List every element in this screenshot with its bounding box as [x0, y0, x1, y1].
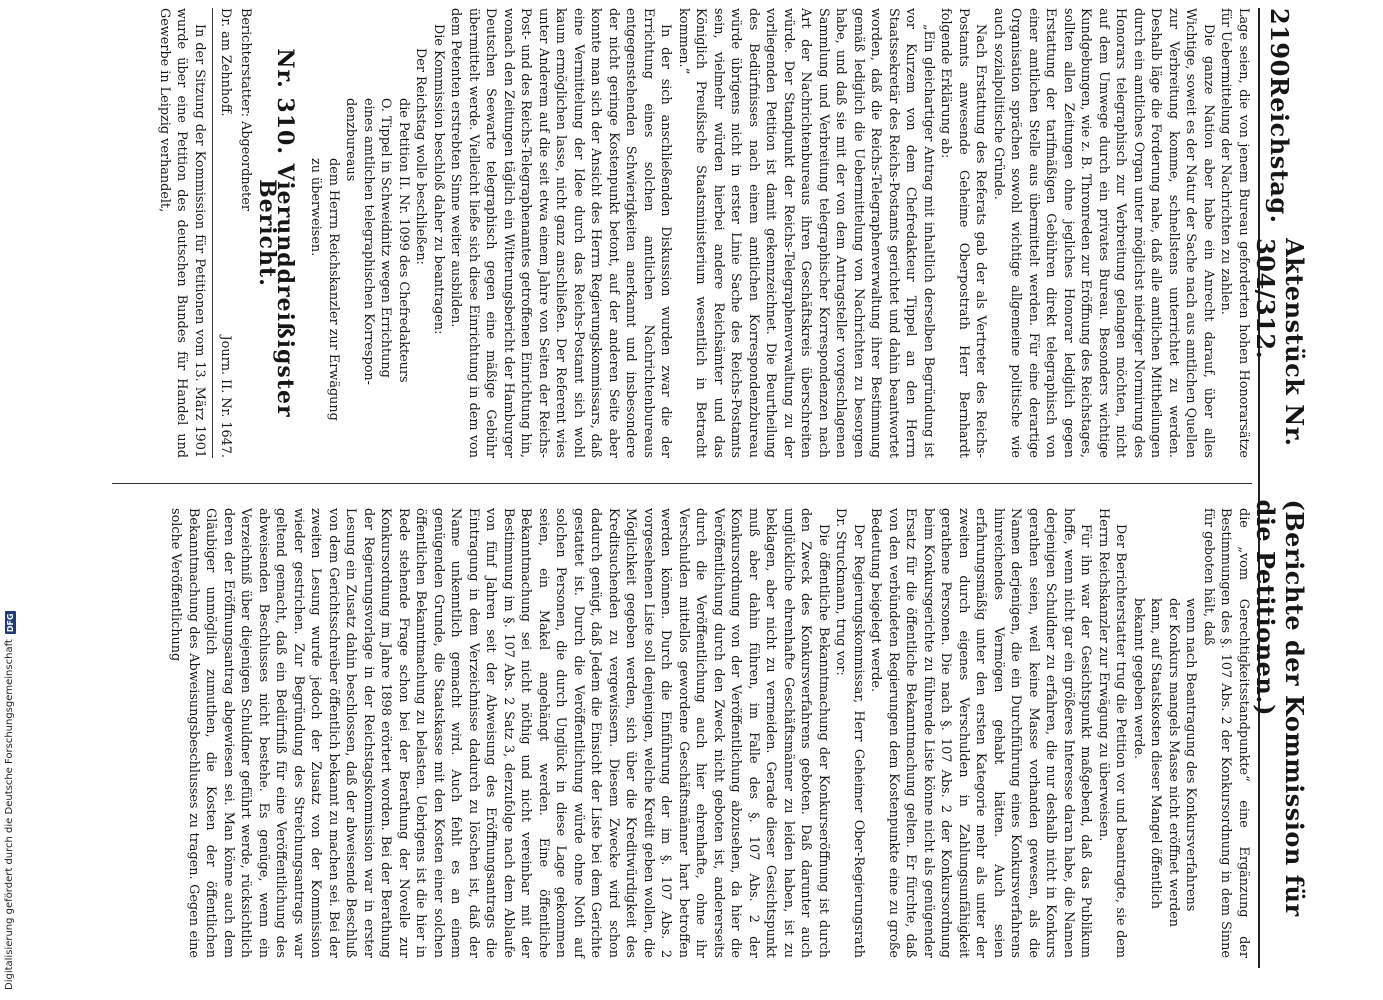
paragraph: Nach Erstattung des Referats gab der als Vertreter des Reichs-Postamts anwesende Geheime Oberpostrath Herr Bernhardt folgende Erklärung ab: [938, 8, 989, 458]
paragraph: Die Kommission beschloß daher zu beantragen: [431, 24, 446, 335]
paragraph: die „vom Gerechtigkeitsstandpunkte“ eine Ergänzung der Bestimmungen des §. 107 Abs. 2 der Konkursordnung in dem Sinne für geboten hält, daß [1201, 508, 1251, 958]
paragraph: In der sich anschließenden Diskussion wurden zwar die der Errichtung eines solchen amtlichen Nachrichtenbureaus entgegenstehenden Schwierigkeiten anerkannt und insbesondere der nicht geringe Kostenpunkt betont, auf der anderen Seite aber konnte man sich der Ansicht des Herrn Regierungskommissars, daß eine Vermittelung der Idee durch das Reichs-Postamt sich wohl kaum ermöglichen lasse, nicht ganz anschließen. Der Referent wies unter Anderem auf die seit etwa einem Jahre von Seiten der Reichs-Post- und des Reichs-Telegraphenamtes getroffenen Einrichtung hin, wonach den Zeitungen täglich ein Witterungsbericht der Hamburger Deutschen Seewarte telegraphisch gegen eine mäßige Gebühr übermittelt werde. Vielleicht ließe sich diese Einrichtung in dem von dem Petenten erstrebten Sinne weiter ausbilden. [448, 8, 674, 458]
quote-line: wenn nach Beantragung des Konkursverfahrens [1183, 598, 1199, 912]
section-title: Nr. 310. Vierunddreißigster Bericht. [254, 48, 298, 418]
reporter-label: Berichterstatter: Abgeordneter [238, 8, 253, 211]
header-middle: Aktenstück Nr. 304/312. [1251, 238, 1309, 447]
paragraph: Für ihn war der Gesichtspunkt maßgebend, daß das Publikum hoffe, wenn nicht gar ein größeres Interesse daran habe, die Namen derjenigen Schuldner zu erfahren, die nur deshalb nicht in Konkurs gerathen seien, weil keine Masse vorhanden gewesen, als die Namen derjenigen, die ein Durchführung eines Konkursverfahrens hinreichendes Vermögen gehabt hätten. Auch seien erfahrungsmäßig unter den ersten Kategorie mehr als unter der zweiten durch eigenes Verschulden in Zahlungsunfähigkeit gerathene Personen. Die nach §. 107 Abs. 2 der Konkursordnung beim Konkursgerichte zu führende Liste könne nicht als genügender Ersatz für die öffentliche Bekanntmachung gelten. Er fürchte, daß von den verbündeten Regierungen dem Kostenpunkte eine zu große Bedeutung beigelegt werde. [868, 508, 1094, 958]
paragraph: Der Regierungskommissar, Herr Geheimer Ober-Regierungsrath Dr. Struckmann, trug vor: [833, 508, 866, 958]
header-right: (Berichte der Kommission für die Petitionen.) [1251, 499, 1309, 917]
motion-line: dem Herrn Reichskanzler zur Erwägung [326, 158, 341, 421]
page-number: 2190 [1265, 8, 1295, 77]
paragraph: In der Sitzung der Kommission für Petitionen vom 13. März 1901 wurde über eine Petition des deutschen Bundes für Handel und Gewerbe in Leipzig verhandelt, [157, 8, 207, 458]
header-left: Reichstag. [1265, 76, 1295, 224]
page-content-rotated [90, 8, 1309, 968]
reporter-line [217, 8, 235, 458]
motion-line: zu überweisen. [308, 158, 324, 257]
digitization-credit-text: Digitalisierung gefördert durch die Deutsche Forschungsgemeinschaft [4, 639, 15, 990]
dfg-logo: DFG [5, 613, 15, 633]
motion-intro: Der Reichstag wolle beschließen: [413, 48, 429, 265]
paragraph: Der Berichterstatter trug die Petition vor und beantragte, sie dem Herrn Reichskanzler zur Erwägung zu überweisen. [1096, 508, 1129, 958]
paragraph: Die ganze Nation aber habe ein Anrecht darauf, über alles Wichtige, soweit es der Natur der Sache nach aus amtlichen Quellen zur Verbreitung komme, schnellstens unterrichtet zu werden. Deshalb läge die Forderung nahe, daß alle amtlichen Mittheilungen durch ein amtliches Organ unter möglichst niedriger Normirung des Honorars telegraphisch zur Verbreitung gelangen möchten, nicht auf dem Umwege durch ein privates Bureau. Besonders wichtige Kundgebungen, wie z. B. Thronreden zur Eröffnung des Reichstages, sollten allen Zeitungen ohne jegliches Honorar lediglich gegen Erstattung der tarifmäßigen Gebühren direkt telegraphisch von einer amtlichen Stelle aus übermittelt werden. Für eine derartige Organisation sprächen sowohl wichtige allgemeine politische wie auch sozialpolitische Gründe. [991, 8, 1216, 458]
motion-line: O. Tippel in Schweidnitz wegen Errichtung [378, 98, 394, 378]
quote-line: bekannt gegeben werde. [1131, 598, 1146, 759]
paragraph: Die öffentliche Bekanntmachung der Konkurseröffnung ist durch den Zweck des Konkursverfahrens geboten. Daß darunter auch unglückliche ehrenhafte Geschäftsmänner zu leiden haben, ist zu beklagen, aber nicht zu vermeiden. Gerade dieser Gesichtspunkt muß aber dahin führen, im Falle des §. 107 Abs. 2 der Konkursordnung von der Veröffentlichung abzusehen, da hier die Veröffentlichung durch den Zweck nicht geboten ist, andererseits durch die Veröffentlichung auch hier ehrenhafte, ohne ihr Verschulden mittellos gewordene Geschäftsmänner hart betroffen werden können. Durch die Einführung der im §. 107 Abs. 2 vorgesehenen Liste soll denjenigen, welche Kredit geben wollen, die Möglichkeit gegeben werden, sich über die Kreditwürdigkeit des Kreditsuchenden zu vergewissern. Diesem Zwecke wird schon dadurch genügt, daß Jedem die Einsicht der Liste bei dem Gerichte gestattet ist. Durch die Veröffentlichung würde ohne Noth auf solchen Personen, die durch Unglück in diese Lage gekommen seien, ein Makel angehängt werden. Eine öffentliche Bekanntmachung sei nicht nöthig und nicht vereinbar mit der Bestimmung im §. 107 Abs. 2 Satz 3, derzufolge nach dem Ablaufe von fünf Jahren seit der Abweisung des Eröffnungsantrags die Eintragung in dem Verzeichnisse dadurch zu löschen ist, daß der Name unkenntlich gemacht wird. Auch fehlt es an einem genügenden Grunde, die Staatskasse mit den Kosten einer solchen öffentlichen Bekanntmachung zu belasten. Uebrigens ist die hier in Rede stehende Frage schon bei der Berathung der Novelle zur Konkursordnung im Jahre 1898 erörtert worden. Bei der Berathung der Regierungsvorlage in der Reichstagskommission war in erster Lesung ein Zusatz dahin beschlossen, daß der abweisende Beschluß von dem Gerichtsschreiber öffentlich bekannt zu machen sei. Bei der zweiten Lesung wurde jedoch der Zusatz von der Kommission wieder gestrichen. Zur Begründung des Streichungsantrags war geltend gemacht, daß ein Bedürfniß für eine Veröffentlichung des abweisenden Beschlusses nicht bestehe. Es genüge, wenn ein Verzeichniß über diejenigen Schuldner geführt werde, rücksichtlich deren der Eröffnungsantrag abgewiesen sei. Man könne auch dem Gläubiger unmöglich zumuthen, die Kosten der öffentlichen Bekanntmachung des Abweisungsbeschlusses zu tragen. Gegen eine solche Veröffentlichung [168, 508, 831, 958]
reporter-name: Dr. am Zehnhoff. [218, 8, 234, 117]
right-column [167, 508, 1252, 958]
reporter-line [237, 8, 255, 458]
column-divider [112, 483, 1252, 484]
paragraph: „Ein gleichartiger Antrag mit inhaltlich derselben Begründung ist vor Kurzem von dem Chefredakteur Tippel an den Herrn Staatssekretär des Reichs-Postamts gerichtet und dahin beantwortet worden, daß die Reichs-Telegraphenverwaltung ihrer Bestimmung gemäß lediglich die Uebermittelung von Nachrichten zu besorgen habe, und daß sie mit der von dem Antragsteller vorgeschlagenen Sammlung und Verbreitung telegraphischer Korrespondenzen nach Art der Nachrichtenbureaus ihren Geschäftskreis überschreiten würde. Der Standpunkt der Reichs-Telegraphenverwaltung zu der vorliegenden Petition ist damit gekennzeichnet. Die Beurtheilung des Bedürfnisses nach einem amtlichen Korrespondenzbureau würde übrigens nicht in erster Linie Sache des Reichs-Postamts sein, vielmehr würden hierbei andere Reichsämter und das Königlich Preußische Staatsministerium wesentlich in Betracht kommen.“ [676, 8, 936, 458]
section-rule [212, 8, 213, 458]
page-header [1251, 8, 1309, 968]
motion-line: eines amtlichen telegraphischen Korrespon- [361, 98, 376, 385]
left-column [156, 8, 1253, 458]
paragraph: Lage seien, die von jenem Bureau geforderten hohen Honorarsätze für Uebermittelung der Nachrichten zu zahlen. [1218, 8, 1251, 458]
quote-line: der Konkurs mangels Masse nicht eröffnet werden [1166, 598, 1181, 927]
journal-reference: Journ. II. Nr. 1647. [218, 335, 234, 458]
motion-line: denzbureaus [343, 98, 359, 182]
motion-line: die Petition II. Nr. 1099 des Chefredakteurs [396, 98, 411, 383]
quote-line: kann, auf Staatskosten dieser Mangel öffentlich [1148, 598, 1164, 910]
